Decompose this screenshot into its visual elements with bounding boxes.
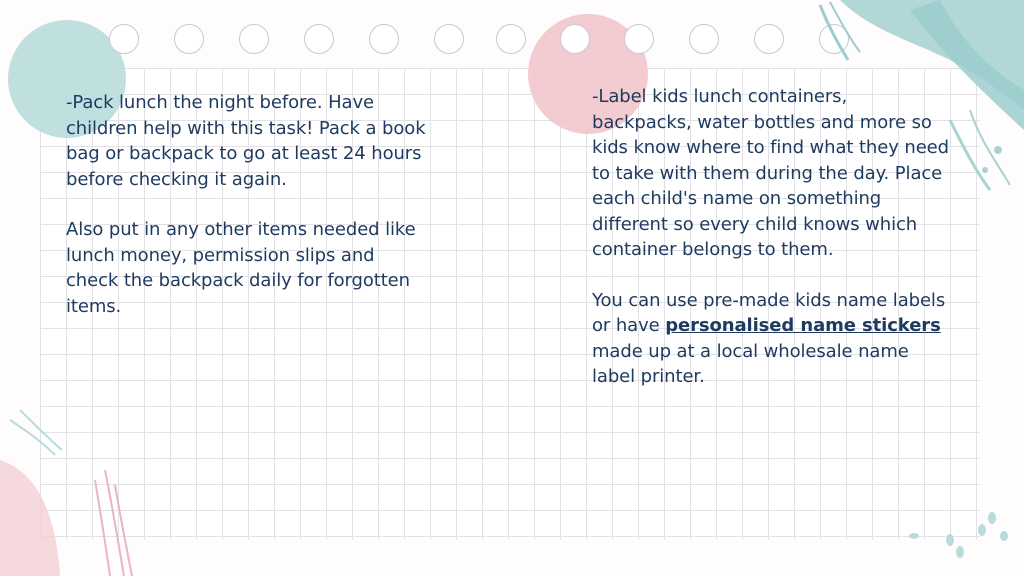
notebook-hole xyxy=(754,24,784,54)
right-paragraph-2-text-before-link: You can use pre-made kids name labels or have xyxy=(592,289,946,336)
notebook-hole xyxy=(624,24,654,54)
notebook-hole xyxy=(496,24,526,54)
notebook-hole xyxy=(560,24,590,54)
notebook-hole xyxy=(369,24,399,54)
personalised-name-stickers-link[interactable]: personalised name stickers xyxy=(665,315,941,336)
notebook-hole xyxy=(304,24,334,54)
right-paragraph-2-text-after-link: made up at a local wholesale name label printer. xyxy=(592,340,909,387)
right-paragraph-1: -Label kids lunch containers, backpacks, water bottles and more so kids know where to find what they need to take with them during the day. Place each child's name on something different so every child knows which container belongs to them. xyxy=(592,86,949,260)
notebook-hole xyxy=(109,24,139,54)
teal-dots-decoration xyxy=(900,510,1024,576)
notebook-hole xyxy=(174,24,204,54)
left-paragraph-1: -Pack lunch the night before. Have children help with this task! Pack a book bag or backpack to go at least 24 hours before checking it again. xyxy=(66,92,426,190)
right-paragraph-2 xyxy=(592,288,952,390)
notebook-hole xyxy=(689,24,719,54)
left-text-column xyxy=(66,90,426,344)
notebook-hole xyxy=(239,24,269,54)
right-text-column xyxy=(592,84,952,415)
left-paragraph-2: Also put in any other items needed like lunch money, permission slips and check the backpack daily for forgotten items. xyxy=(66,219,416,317)
pink-brush-stroke-decoration xyxy=(0,410,170,576)
notebook-hole xyxy=(434,24,464,54)
